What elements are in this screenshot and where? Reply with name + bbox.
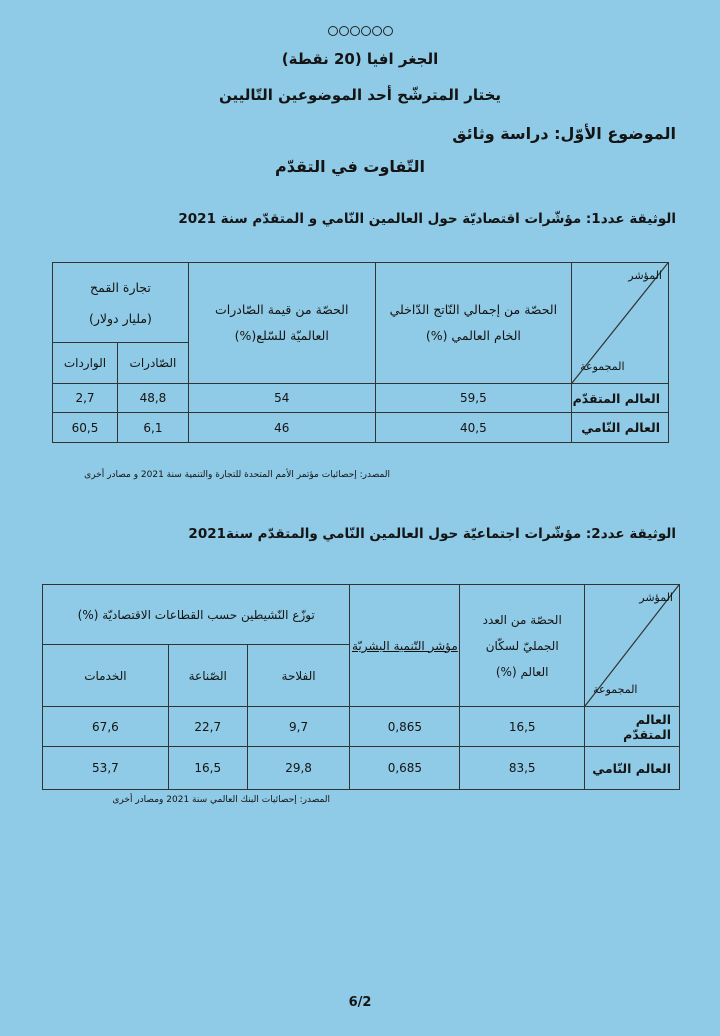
row-group: العالم المتقدّم — [585, 707, 680, 747]
cell-industry: 22,7 — [168, 707, 247, 747]
col-agri: الفلاحة — [247, 645, 350, 707]
corner-top-label: المؤشر — [628, 269, 662, 282]
topic-title: التّفاوت في التقدّم — [275, 157, 425, 176]
cell-hdi: 0,865 — [350, 707, 460, 747]
instruction: يختار المترشّح أحد الموضوعين التّاليين — [218, 86, 502, 104]
corner-bottom-label: المجموعة — [593, 683, 638, 696]
table-row — [43, 707, 680, 747]
wheat-unit: (مليار دولار) — [88, 310, 152, 326]
col-hdi-header — [350, 585, 460, 707]
row-group: العالم النّامي — [585, 747, 680, 790]
document2-source: المصدر: إحصائيات البنك العالمي سنة 2021 ومصادر أخرى — [112, 795, 330, 805]
cell-gdp: 40,5 — [375, 413, 572, 443]
decorative-ornament-icon — [310, 26, 410, 42]
document1-heading: الوثيقة عدد1: مؤشّرات اقتصاديّة حول العالمين النّامي و المتقدّم سنة 2021 — [178, 211, 676, 227]
topic-one-title: الموضوع الأوّل: دراسة وثائق — [452, 124, 676, 143]
wheat-title: تجارة القمح — [90, 279, 151, 295]
cell-agri: 9,7 — [247, 707, 350, 747]
row-group: العالم النّامي — [572, 413, 669, 443]
table-row — [53, 413, 669, 443]
cell-exports: 54 — [188, 384, 375, 413]
col-wheat-imports: الواردات — [53, 343, 118, 384]
document1-source: المصدر: إحصائيات مؤتمر الأمم المتحدة للتجارة والتنمية سنة 2021 و مصادر أخرى — [84, 470, 390, 480]
cell-services: 67,6 — [43, 707, 169, 747]
table-row — [43, 747, 680, 790]
col-industry: الصّناعة — [168, 645, 247, 707]
cell-wheat-imports: 60,5 — [53, 413, 118, 443]
corner-cell — [585, 585, 680, 707]
cell-agri: 29,8 — [247, 747, 350, 790]
col-population-header: الحصّة من العدد الجمليّ لسكّان العالم (%) — [460, 585, 585, 707]
col-services: الخدمات — [43, 645, 169, 707]
col-workforce-header: توزّع النّشيطين حسب القطاعات الاقتصاديّة (%) — [43, 585, 350, 645]
table-row — [53, 384, 669, 413]
cell-wheat-exports: 6,1 — [117, 413, 188, 443]
corner-cell — [572, 263, 669, 384]
cell-gdp: 59,5 — [375, 384, 572, 413]
document2-heading: الوثيقة عدد2: مؤشّرات اجتماعيّة حول العالمين النّامي والمتقدّم سنة2021 — [188, 526, 676, 542]
subject-line: الجغر افيا (20 نقطة) — [281, 50, 439, 68]
corner-bottom-label: المجموعة — [580, 360, 625, 373]
corner-top-label: المؤشر — [639, 591, 673, 604]
cell-population: 83,5 — [460, 747, 585, 790]
page-number: 6/2 — [348, 995, 372, 1010]
document1-table — [52, 262, 669, 443]
document2-table — [42, 584, 680, 790]
cell-wheat-imports: 2,7 — [53, 384, 118, 413]
cell-population: 16,5 — [460, 707, 585, 747]
cell-hdi: 0,685 — [350, 747, 460, 790]
cell-industry: 16,5 — [168, 747, 247, 790]
col-wheat-exports: الصّادرات — [117, 343, 188, 384]
hdi-label: مؤشر التّنمية البشريّة — [351, 638, 458, 653]
cell-services: 53,7 — [43, 747, 169, 790]
col-wheat-header — [53, 263, 189, 343]
col-gdp-header: الحصّة من إجمالي النّاتج الدّاخلي الخام العالمي (%) — [375, 263, 572, 384]
cell-wheat-exports: 48,8 — [117, 384, 188, 413]
row-group: العالم المتقدّم — [572, 384, 669, 413]
col-exports-header: الحصّة من قيمة الصّادرات العالميّة للسّلع(%) — [188, 263, 375, 384]
cell-exports: 46 — [188, 413, 375, 443]
